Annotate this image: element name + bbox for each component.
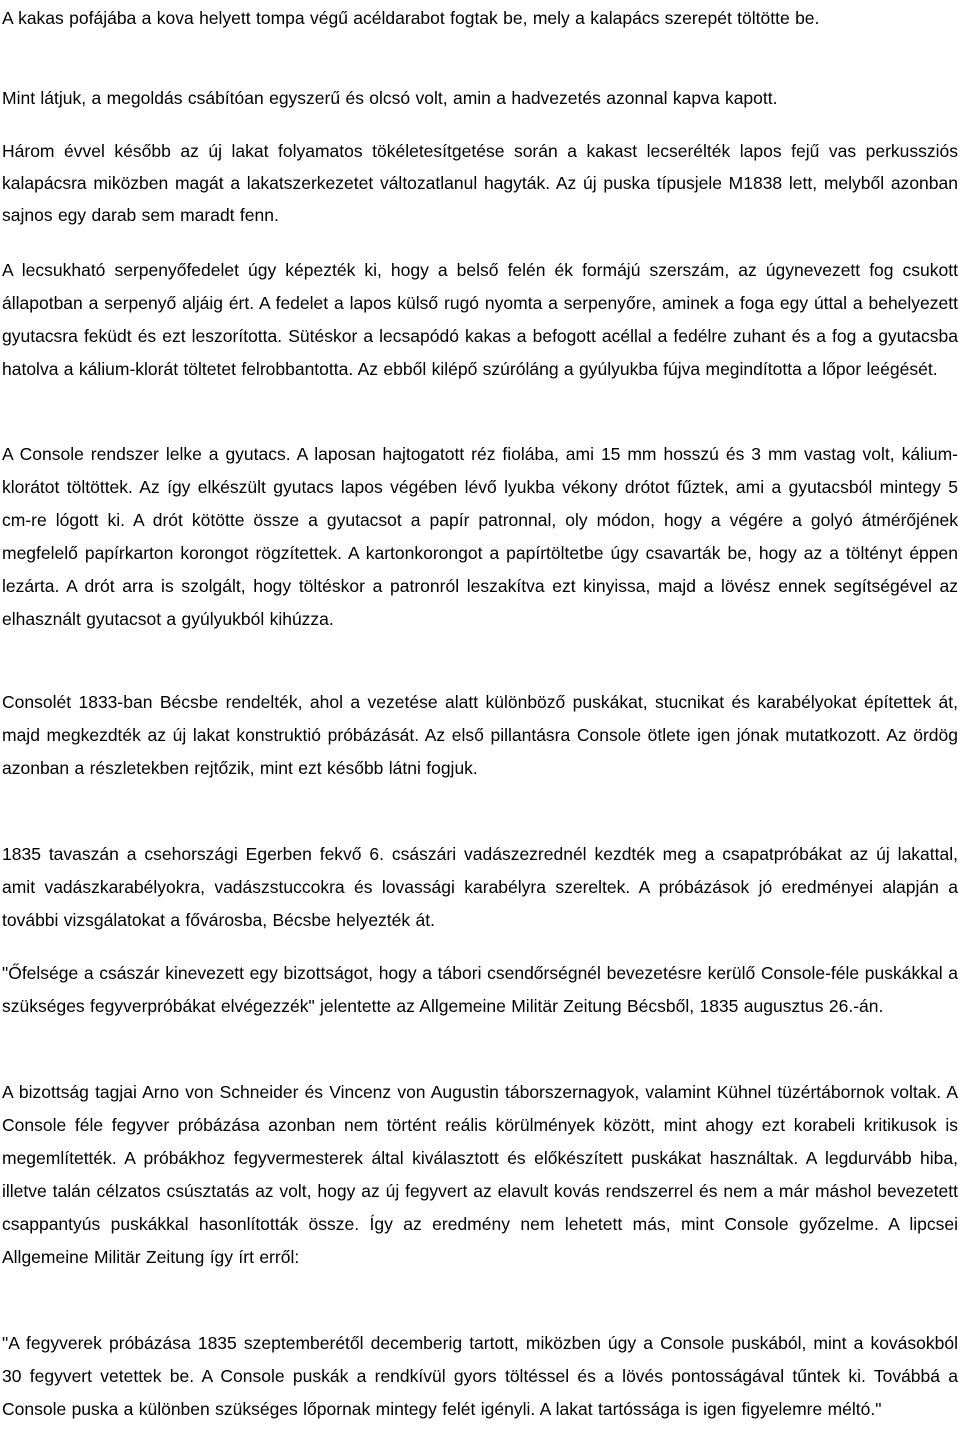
paragraph: Consolét 1833-ban Bécsbe rendelték, ahol a vezetése alatt különböző puskákat, stucnikat és karabélyokat építettek át, majd megkezdték az új lakat konstruktió próbázását. Az első pillantásra Console ötlete igen jónak mutatkozott. Az ördög azonban a részletekben rejtőzik, mint ezt később látni fogjuk.: [2, 692, 958, 778]
paragraph: "A fegyverek próbázása 1835 szeptemberétől decemberig tartott, miközben úgy a Console puskából, mint a kovásokból 30 fegyvert vetettek be. A Console puskák a rendkívül gyors töltéssel és a lövés pontosságával tűntek ki. Továbbá a Console puska a különben szükséges lőpornak mintegy felét igényli. A lakat tartóssága is igen figyelemre méltó.": [2, 1333, 958, 1419]
paragraph: A lecsukható serpenyőfedelet úgy képezték ki, hogy a belső felén ék formájú szerszám, az úgynevezett fog csukott állapotban a serpenyő aljáig ért. A fedelet a lapos külső rugó nyomta a serpenyőre, aminek a foga egy úttal a behelyezett gyutacsra feküdt és ezt leszorította. Sütéskor a lecsapódó kakas a befogott acéllal a fedélre zuhant és a fog a gyutacsba hatolva a kálium-klorát töltetet felrobbantotta. Az ebből kilépő szúróláng a gyúlyukba fújva megindította a lőpor leégését.: [2, 260, 958, 379]
paragraph: Három évvel később az új lakat folyamatos tökéletesítgetése során a kakast lecserélték lapos fejű vas perkussziós kalapácsra miközben magát a lakatszerkezetet változatlanul hagyták. Az új puska típusjele M1838 lett, melyből azonban sajnos egy darab sem maradt fenn.: [2, 141, 958, 225]
paragraph: A Console rendszer lelke a gyutacs. A laposan hajtogatott réz fiolába, ami 15 mm hosszú és 3 mm vastag volt, kálium-klorátot töltöttek. Az így elkészült gyutacs lapos végében lévő lyukba vékony drótot fűztek, ami a gyutacsból mintegy 5 cm-re lógott ki. A drót kötötte össze a gyutacsot a papír patronnal, oly módon, hogy a végére a golyó átmérőjének megfelelő papírkarton korongot rögzítettek. A kartonkorongot a papírtöltetbe úgy csavarták be, hogy az a töltényt éppen lezárta. A drót arra is szolgált, hogy töltéskor a patronról leszakítva ezt kinyissa, majd a lövész ennek segítségével az elhasznált gyutacsot a gyúlyukból kihúzza.: [2, 444, 958, 629]
paragraph: "Őfelsége a császár kinevezett egy bizottságot, hogy a tábori csendőrségnél bevezetésre kerülő Console-féle puskákkal a szükséges fegyverpróbákat elvégezzék" jelentette az Allgemeine Militär Zeitung Bécsből, 1835 augusztus 26.-án.: [2, 963, 958, 1016]
paragraph: A bizottság tagjai Arno von Schneider és Vincenz von Augustin táborszernagyok, valamint Kühnel tüzértábornok voltak. A Console féle fegyver próbázása azonban nem történt reális körülmények között, mint ahogy ezt korabeli kritikusok is megemlítették. A próbákhoz fegyvermesterek által kiválasztott és előkészített puskákat használtak. A legdurvább hiba, illetve talán célzatos csúsztatás az volt, hogy az új fegyvert az elavult kovás rendszerrel és nem a már máshol bevezetett csappantyús puskákkal hasonlították össze. Így az eredmény nem lehetett más, mint Console győzelme. A lipcsei Allgemeine Militär Zeitung így írt erről:: [2, 1082, 958, 1267]
paragraph: 1835 tavaszán a csehországi Egerben fekvő 6. császári vadászezrednél kezdték meg a csapatpróbákat az új lakattal, amit vadászkarabélyokra, vadászstuccokra és lovassági karabélyra szereltek. A próbázások jó eredményei alapján a további vizsgálatokat a fővárosba, Bécsbe helyezték át.: [2, 844, 958, 930]
paragraph: A kakas pofájába a kova helyett tompa végű acéldarabot fogtak be, mely a kalapács szerepét töltötte be.: [2, 8, 820, 28]
paragraph: Mint látjuk, a megoldás csábítóan egyszerű és olcsó volt, amin a hadvezetés azonnal kapva kapott.: [2, 88, 778, 108]
